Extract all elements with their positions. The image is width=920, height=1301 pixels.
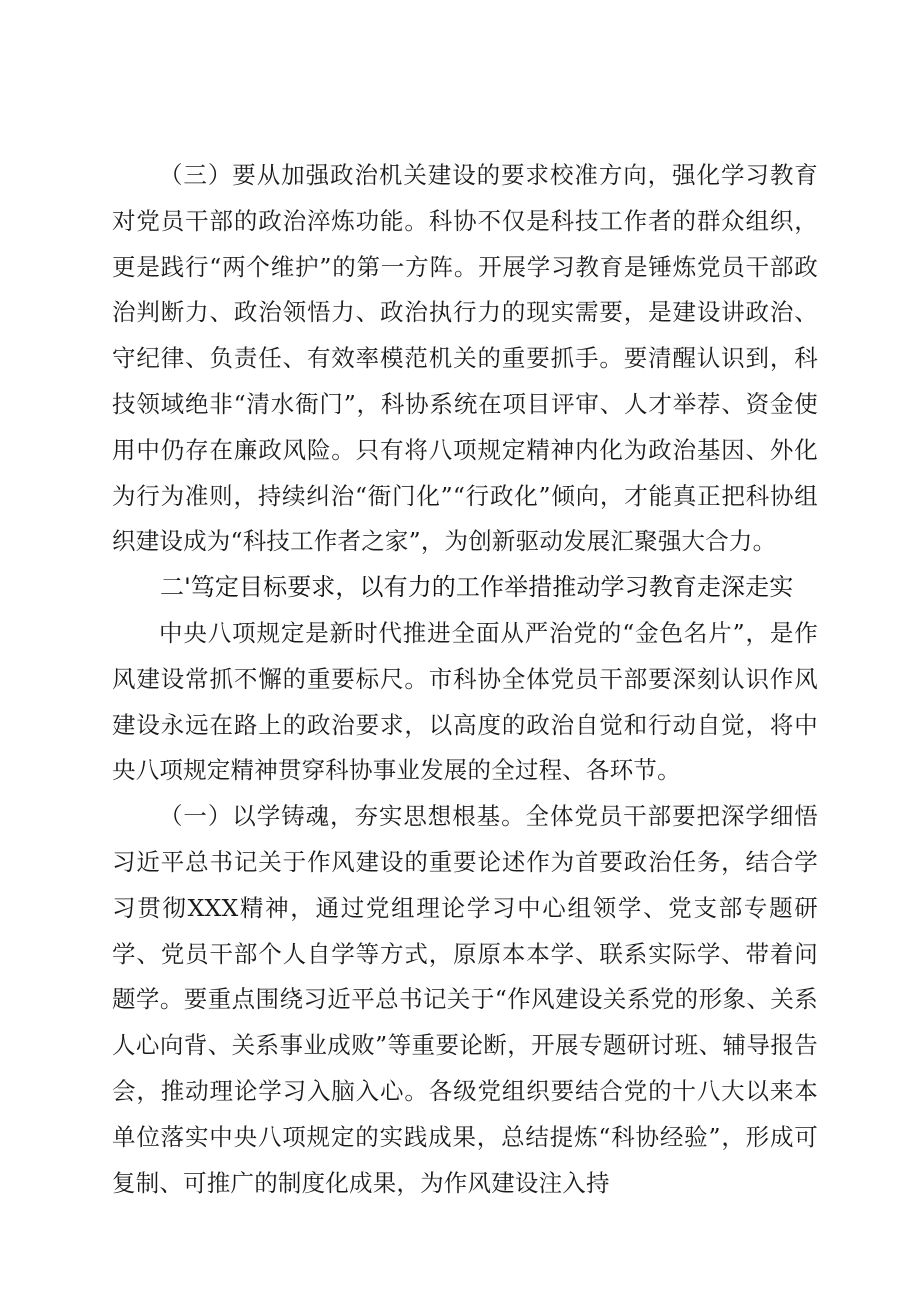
- section-two-heading: 二'笃定目标要求，以有力的工作举措推动学习教育走深走实: [160, 573, 794, 602]
- paragraph-section-two-intro: 中央八项规定是新时代推进全面从严治党的“金色名片”，是作风建设常抓不懈的重要标尺。市科协全体党员干部要深刻认识作风建设永远在路上的政治要求，以高度的政治自觉和行动自觉，将中央八项规定精神贯穿科协事业发展的全过程、各环节。: [112, 618, 818, 785]
- document-body: [112, 153, 818, 1206]
- paragraph-subsection-one: （一）以学铸魂，夯实思想根基。全体党员干部要把深学细悟习近平总书记关于作风建设的重要论述作为首要政治任务，结合学习贯彻XXX精神，通过党组理论学习中心组领学、党支部专题研学、党员干部个人自学等方式，原原本本学、联系实际学、带着问题学。要重点围绕习近平总书记关于“作风建设关系党的形象、关系人心向背、关系事业成败”等重要论断，开展专题研讨班、辅导报告会，推动理论学习入脑入心。各级党组织要结合党的十八大以来本单位落实中央八项规定的实践成果，总结提炼“科协经验”，形成可复制、可推广的制度化成果，为作风建设注入持: [112, 802, 818, 1197]
- paragraph-section-three: （三）要从加强政治机关建设的要求校准方向，强化学习教育对党员干部的政治淬炼功能。科协不仅是科技工作者的群众组织，更是践行“两个维护”的第一方阵。开展学习教育是锤炼党员干部政治判断力、政治领悟力、政治执行力的现实需要，是建设讲政治、守纪律、负责任、有效率模范机关的重要抓手。要清醒认识到，科技领域绝非“清水衙门”，科协系统在项目评审、人才举荐、资金使用中仍存在廉政风险。只有将八项规定精神内化为政治基因、外化为行为准则，持续纠治“衙门化”“行政化”倾向，才能真正把科协组织建设成为“科技工作者之家”，为创新驱动发展汇聚强大合力。: [112, 161, 818, 556]
